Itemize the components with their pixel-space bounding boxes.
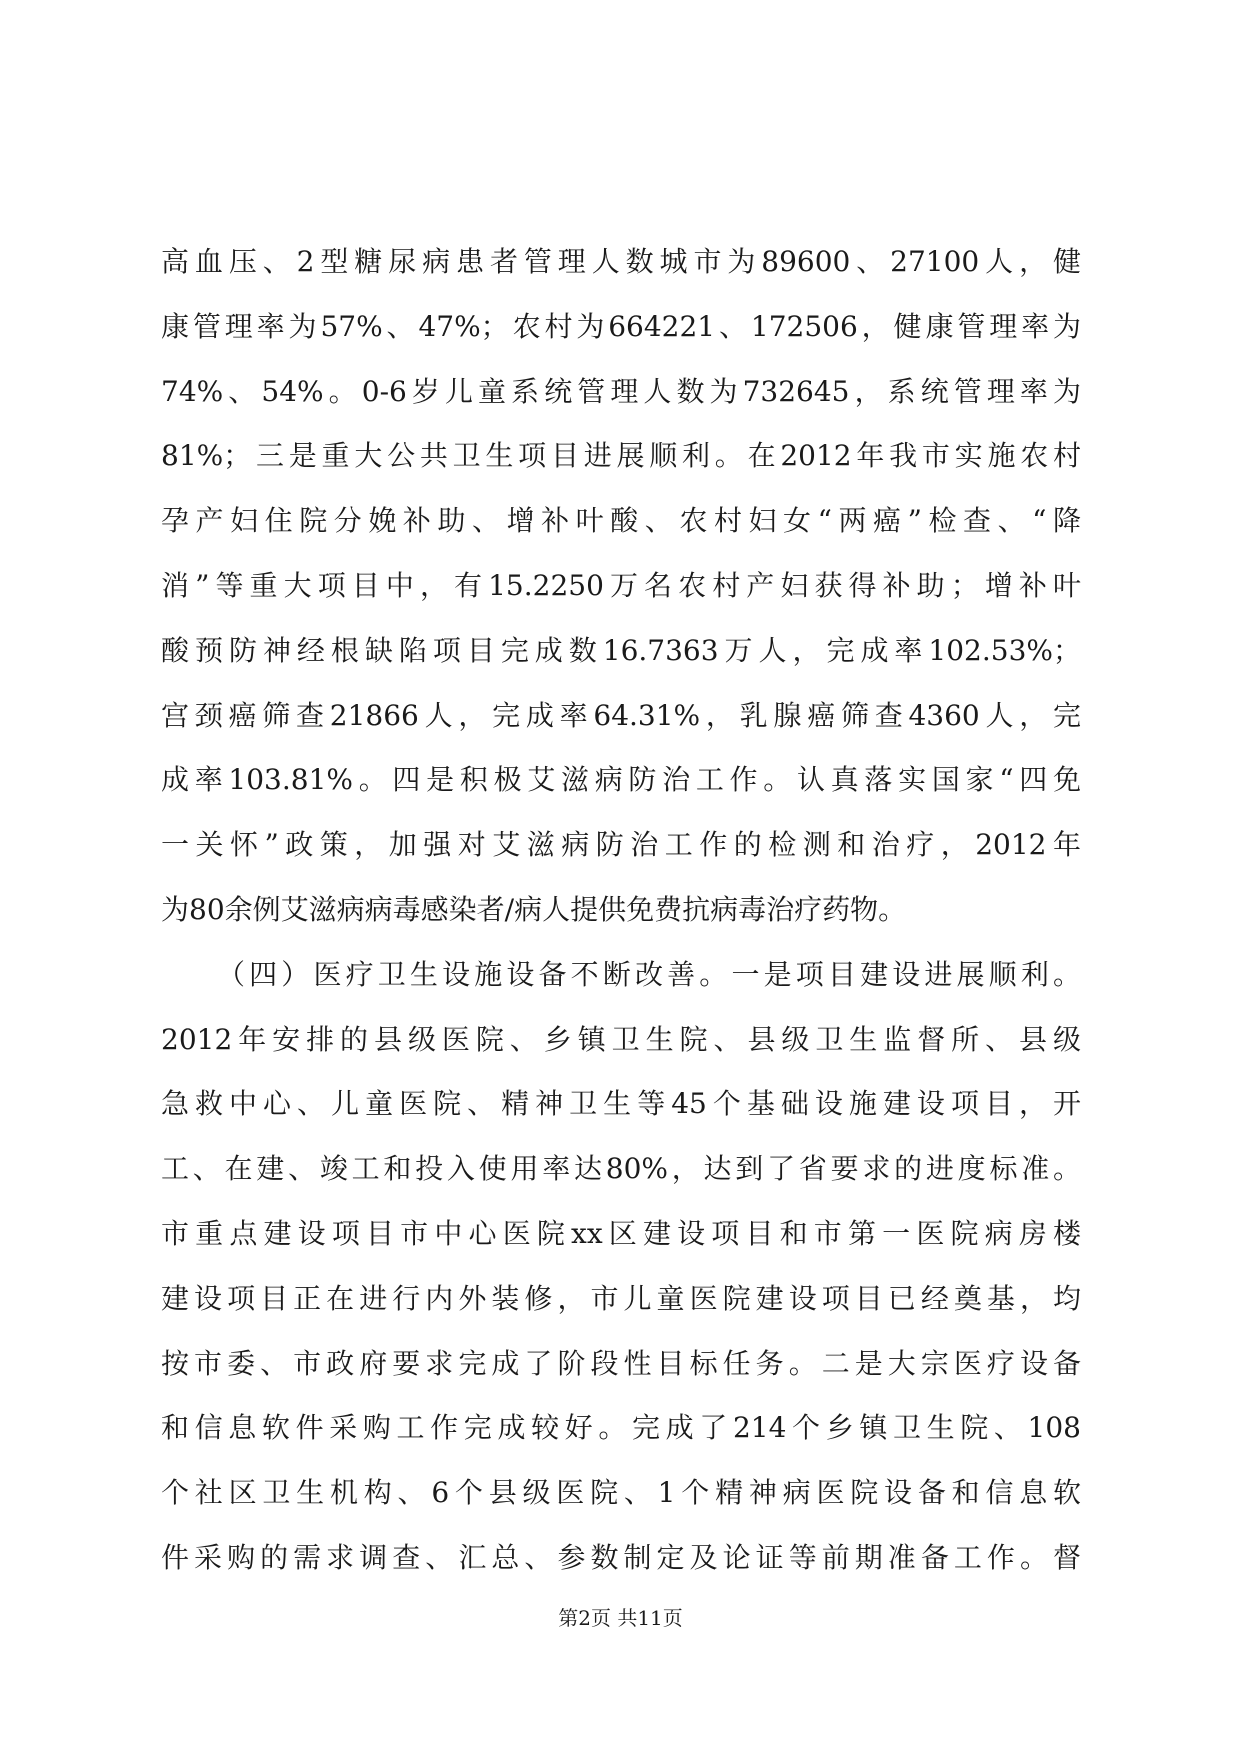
text-line: 市重点建设项目市中心医院xx区建设项目和市第一医院病房楼 xyxy=(161,1216,1081,1250)
text-line: 建设项目正在进行内外装修，市儿童医院建设项目已经奠基，均 xyxy=(161,1281,1081,1315)
text-line: 酸预防神经根缺陷项目完成数16.7363万人，完成率102.53%； xyxy=(161,633,1081,667)
text-line: 工、在建、竣工和投入使用率达80%，达到了省要求的进度标准。 xyxy=(161,1152,1081,1186)
section-heading-line: （四）医疗卫生设施设备不断改善。一是项目建设进展顺利。 xyxy=(217,957,1081,991)
text-line: 个社区卫生机构、6个县级医院、1个精神病医院设备和信息软 xyxy=(161,1476,1081,1510)
text-line: 高血压、2型糖尿病患者管理人数城市为89600、27100人，健 xyxy=(161,245,1081,278)
text-line: 孕产妇住院分娩补助、增补叶酸、农村妇女“两癌”检查、“降 xyxy=(161,504,1081,538)
text-line: 消”等重大项目中，有15.2250万名农村产妇获得补助；增补叶 xyxy=(161,568,1081,602)
text-line: 为80余例艾滋病病毒感染者/病人提供免费抗病毒治疗药物。 xyxy=(161,892,907,926)
text-line: 急救中心、儿童医院、精神卫生等45个基础设施建设项目，开 xyxy=(161,1087,1081,1121)
text-line: 件采购的需求调查、汇总、参数制定及论证等前期准备工作。督 xyxy=(161,1540,1081,1574)
text-line: 和信息软件采购工作完成较好。完成了214个乡镇卫生院、108 xyxy=(161,1411,1081,1445)
text-line: 74%、54%。0-6岁儿童系统管理人数为732645，系统管理率为 xyxy=(161,374,1081,408)
text-line: 一关怀”政策，加强对艾滋病防治工作的检测和治疗，2012年 xyxy=(161,828,1081,862)
text-line: 按市委、市政府要求完成了阶段性目标任务。二是大宗医疗设备 xyxy=(161,1346,1081,1380)
document-body xyxy=(161,230,1081,1591)
text-line: 宫颈癌筛查21866人，完成率64.31%，乳腺癌筛查4360人，完 xyxy=(161,698,1081,732)
page-number-footer: 第2页 共11页 xyxy=(558,1606,683,1630)
text-line: 81%；三是重大公共卫生项目进展顺利。在2012年我市实施农村 xyxy=(161,439,1081,473)
text-line: 康管理率为57%、47%；农村为664221、172506，健康管理率为 xyxy=(161,309,1081,343)
text-line: 2012年安排的县级医院、乡镇卫生院、县级卫生监督所、县级 xyxy=(161,1022,1081,1056)
text-line: 成率103.81%。四是积极艾滋病防治工作。认真落实国家“四免 xyxy=(161,763,1081,797)
